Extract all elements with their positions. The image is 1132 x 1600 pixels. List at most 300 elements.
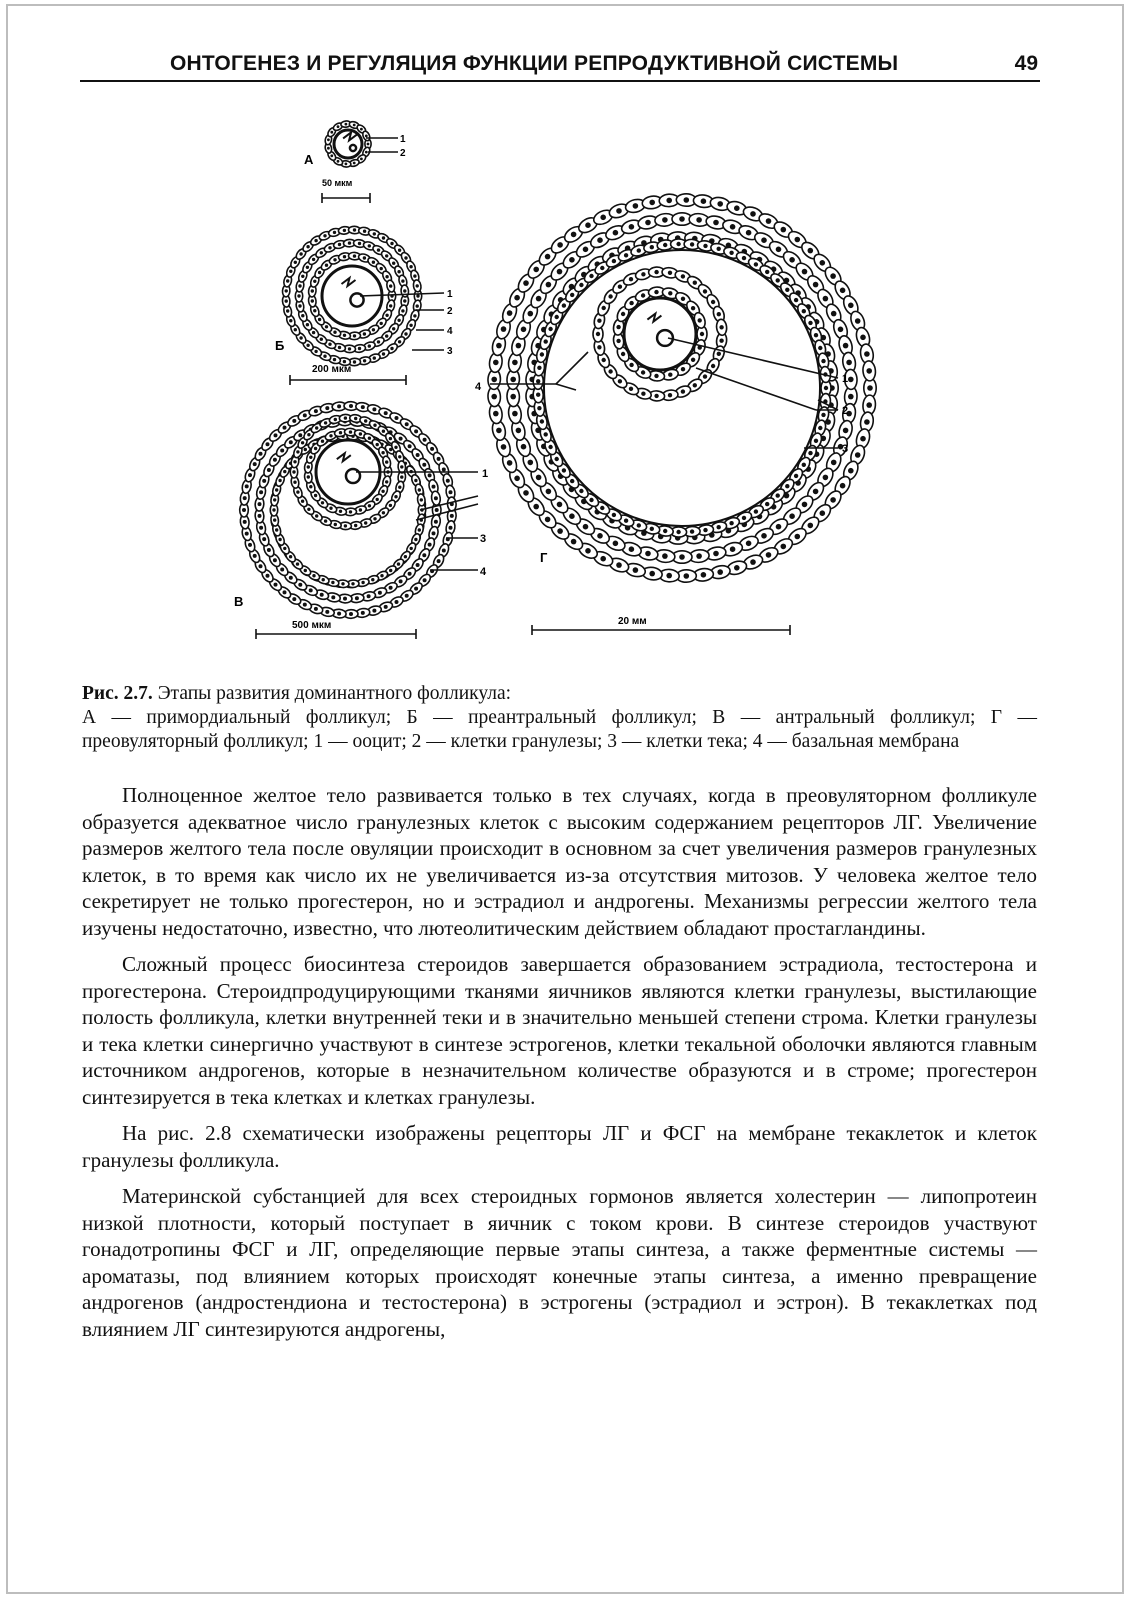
panel-b-granulosa-cell-nucleus: [363, 359, 366, 362]
panel-c-basal-cell-nucleus: [418, 528, 421, 531]
panel-c-callout-4: 4: [480, 566, 487, 578]
panel-b-granulosa-cell-nucleus: [377, 340, 380, 343]
panel-d-granulosa-cell-nucleus: [808, 451, 812, 455]
panel-d-theca-cell-nucleus: [516, 343, 522, 349]
panel-b-granulosa-cell-nucleus: [320, 251, 323, 254]
panel-d-cumulus-cell-nucleus: [654, 374, 658, 378]
panel-b-granulosa-cell-nucleus: [363, 230, 366, 233]
panel-c-cell-nucleus: [325, 406, 329, 410]
panel-b-granulosa-cell-nucleus: [368, 344, 371, 347]
panel-d-granulosa-cell-nucleus: [794, 298, 798, 302]
panel-d-granulosa-cell-nucleus: [600, 266, 604, 270]
panel-b-granulosa-cell-nucleus: [301, 275, 304, 278]
paragraph: На рис. 2.8 схематически изображены рецепторы ЛГ и ФСГ на мембране текаклеток и клеток гранулезы фолликула.: [82, 1121, 1037, 1172]
panel-c-cell-nucleus: [395, 600, 399, 604]
panel-a-granulosa-cell-nucleus: [327, 147, 330, 150]
panel-c-cumulus-cell-nucleus: [309, 485, 312, 488]
panel-b-granulosa-cell-nucleus: [311, 289, 314, 292]
panel-c-cumulus-cell-nucleus: [359, 508, 362, 511]
panel-d-theca-cell-nucleus: [533, 504, 539, 510]
panel-c-oocyte-nucleus: [346, 469, 360, 483]
panel-c-cell-nucleus: [408, 444, 412, 448]
panel-d-theca-cell-nucleus: [864, 419, 870, 425]
panel-c-cell-nucleus: [337, 404, 341, 408]
panel-c-cell-nucleus: [267, 548, 271, 552]
panel-c-cell-nucleus: [242, 508, 246, 512]
panel-c-cell-nucleus: [349, 612, 353, 616]
panel-c-cumulus-cell-nucleus: [296, 490, 299, 493]
panel-d-theca-cell-nucleus: [802, 502, 808, 508]
panel-d-granulosa-cell-nucleus: [814, 333, 818, 337]
panel-d-cumulus-cell-nucleus: [693, 383, 697, 387]
panel-c-basal-cell-nucleus: [273, 498, 276, 501]
paragraph: Сложный процесс биосинтеза стероидов завершается образованием эстрадиола, тестостерона и прогестерона. Стероидпродуцирующими тканями яичников являются клетки гранулезы, выстилающие полость фолликула, клетки внутренней теки и в значительно меньшей степени строма. Клетки гранулезы и тека клетки синергично участвуют в синтезе эстрогенов, клетки текальной оболочки являются главным источником андрогенов, которые в незначительном количестве образуются и в строме; прогестерон синтезируется в тека клетках и клетках гранулезы.: [82, 952, 1037, 1109]
panel-d-granulosa-cell-nucleus: [637, 248, 641, 252]
panel-d-theca-cell-nucleus: [860, 335, 866, 341]
panel-d-theca-cell-nucleus: [813, 282, 819, 288]
panel-d-granulosa-cell-nucleus: [570, 479, 574, 483]
panel-c-cumulus-cell-nucleus: [339, 431, 342, 434]
panel-c-cell-nucleus: [430, 447, 434, 451]
panel-c-cumulus-cell-nucleus: [381, 451, 384, 454]
panel-d-theca-cell-nucleus: [860, 436, 866, 442]
panel-d-granulosa-cell-nucleus: [754, 509, 758, 513]
panel-c-basal-cell-nucleus: [273, 518, 276, 521]
panel-b-granulosa-cell-nucleus: [372, 328, 375, 331]
panel-b-granulosa-cell-nucleus: [343, 334, 346, 337]
panel-d-theca-cell-nucleus: [633, 203, 639, 209]
panel-d-cumulus-cell-nucleus: [597, 319, 601, 323]
panel-d-theca-cell-nucleus: [820, 510, 826, 516]
panel-d-theca-cell-nucleus: [616, 562, 622, 568]
panel-c-cell-nucleus: [384, 605, 388, 609]
panel-d-theca-cell-nucleus: [843, 428, 849, 434]
panel-c-cumulus-cell-nucleus: [368, 504, 371, 507]
panel-d-cumulus-cell-nucleus: [681, 367, 685, 371]
caption-legend: А — примордиальный фолликул; Б — преантральный фолликул; В — антральный фолликул; Г — преовуляторный фолликул; 1 — ооцит; 2 — клетки гранулезы; 3 — клетки тека; 4 — базальная мембрана: [82, 707, 1037, 752]
panel-d-theca-cell-nucleus: [666, 573, 672, 579]
panel-c-cell-nucleus: [367, 594, 371, 598]
panel-d-granulosa-cell-nucleus: [814, 439, 818, 443]
panel-d-theca-cell-nucleus: [746, 230, 752, 236]
panel-b-granulosa-cell-nucleus: [416, 284, 419, 287]
panel-c-cell-nucleus: [372, 407, 376, 411]
panel-c-cell-nucleus: [395, 416, 399, 420]
panel-d-theca-cell-nucleus: [491, 394, 497, 400]
panel-d-theca-cell-nucleus: [866, 368, 872, 374]
panel-c-cumulus-cell-nucleus: [344, 524, 347, 527]
panel-c-cell-nucleus: [259, 452, 263, 456]
panel-d-granulosa-cell-nucleus: [544, 432, 548, 436]
panel-d-callout-2: 2: [842, 405, 849, 417]
panel-c-cumulus-cell-nucleus: [389, 437, 392, 440]
panel-d-cumulus-cell-nucleus: [618, 379, 622, 383]
panel-d-theca-cell-nucleus: [523, 490, 529, 496]
panel-c-cell-nucleus: [258, 514, 262, 518]
panel-b-granulosa-cell-nucleus: [348, 347, 351, 350]
caption-figure-number: Рис. 2.7.: [82, 683, 153, 704]
panel-d-theca-cell-nucleus: [701, 572, 707, 578]
panel-d-cumulus-cell-nucleus: [698, 318, 702, 322]
panel-d-theca-cell-nucleus: [613, 230, 619, 236]
panel-d-theca-cell-nucleus: [713, 220, 719, 226]
panel-b-granulosa-cell-nucleus: [373, 356, 376, 359]
panel-c-cell-nucleus: [442, 468, 446, 472]
panel-d-theca-cell-nucleus: [597, 533, 603, 539]
panel-d-granulosa-cell-nucleus: [663, 243, 667, 247]
panel-d-theca-cell-nucleus: [761, 533, 767, 539]
panel-d-cumulus-cell-nucleus: [719, 339, 723, 343]
panel-b-granulosa-cell-nucleus: [289, 319, 292, 322]
panel-c-cumulus-cell-nucleus: [292, 470, 295, 473]
panel-d-theca-cell-nucleus: [823, 475, 829, 481]
panel-c-cumulus-cell-nucleus: [368, 437, 371, 440]
panel-c-cell-nucleus: [416, 453, 420, 457]
panel-d-cumulus-cell-nucleus: [618, 285, 622, 289]
panel-c-cell-nucleus: [248, 473, 252, 477]
panel-a-granulosa-cell-nucleus: [337, 125, 340, 128]
panel-c-cell-nucleus: [273, 558, 277, 562]
panel-c-cell-nucleus: [432, 531, 436, 535]
panel-d-granulosa-cell-nucleus: [600, 506, 604, 510]
panel-d-granulosa-cell-nucleus: [589, 498, 593, 502]
panel-c-cell-nucleus: [289, 576, 293, 580]
panel-b-granulosa-cell-nucleus: [353, 228, 356, 231]
panel-b-granulosa-cell-nucleus: [325, 325, 328, 328]
panel-c-cell-nucleus: [280, 568, 284, 572]
panel-d-theca-cell-nucleus: [496, 428, 502, 434]
panel-d-granulosa-cell-nucleus: [717, 247, 721, 251]
panel-d-theca-cell-nucleus: [571, 539, 577, 545]
panel-b-granulosa-cell-nucleus: [382, 236, 385, 239]
panel-d-theca-cell-nucleus: [701, 198, 707, 204]
panel-b-granulosa-cell-nucleus: [314, 350, 317, 353]
panel-b-granulosa-cell-nucleus: [385, 254, 388, 257]
panel-c-basal-cell-nucleus: [296, 562, 299, 565]
panel-d-theca-cell-nucleus: [750, 559, 756, 565]
panel-d-granulosa-cell-nucleus: [785, 484, 789, 488]
panel-b-granulosa-cell-nucleus: [299, 336, 302, 339]
panel-d-granulosa-cell-nucleus: [765, 502, 769, 506]
panel-b-granulosa-cell-nucleus: [285, 289, 288, 292]
panel-c-cell-nucleus: [292, 597, 296, 601]
panel-c-basal-cell-nucleus: [418, 488, 421, 491]
panel-a-granulosa-cell-nucleus: [360, 158, 363, 161]
panel-c-cumulus-cell-nucleus: [334, 523, 337, 526]
panel-c-cumulus-cell-nucleus: [315, 514, 318, 517]
panel-d-granulosa-cell-nucleus: [579, 489, 583, 493]
panel-d-theca-cell-nucleus: [831, 311, 837, 317]
panel-b-granulosa-cell-nucleus: [358, 347, 361, 350]
panel-c-cell-nucleus: [437, 559, 441, 563]
panel-d-granulosa-cell-nucleus: [612, 513, 616, 517]
panel-c-cell-nucleus: [437, 457, 441, 461]
panel-c-cell-nucleus: [248, 543, 252, 547]
panel-c-cumulus-cell-nucleus: [309, 456, 312, 459]
panel-d-cumulus-cell-nucleus: [608, 369, 612, 373]
panel-d-cumulus-cell-nucleus: [608, 294, 612, 298]
panel-c-cell-nucleus: [405, 422, 409, 426]
panel-b-granulosa-cell-nucleus: [353, 360, 356, 363]
panel-c-basal-cell-nucleus: [322, 578, 325, 581]
panel-c-cumulus-cell-nucleus: [349, 430, 352, 433]
panel-d-granulosa-cell-nucleus: [729, 521, 733, 525]
panel-b-granulosa-cell-nucleus: [390, 242, 393, 245]
panel-d-theca-cell-nucleus: [533, 267, 539, 273]
panel-d-granulosa-cell-nucleus: [690, 242, 694, 246]
panel-c-cumulus-cell-nucleus: [400, 475, 403, 478]
panel-d-granulosa-cell-nucleus: [544, 339, 548, 343]
panel-c-cell-nucleus: [372, 609, 376, 613]
panel-d-theca-cell-nucleus: [830, 273, 836, 279]
panel-d-theca-cell-nucleus: [597, 237, 603, 243]
panel-d-theca-cell-nucleus: [507, 310, 513, 316]
panel-c-basal-cell-nucleus: [414, 479, 417, 482]
panel-b-granulosa-cell-nucleus: [328, 246, 331, 249]
panel-c-basal-cell-nucleus: [275, 488, 278, 491]
panel-d-theca-cell-nucleus: [848, 468, 854, 474]
panel-c-cumulus-cell-nucleus: [307, 475, 310, 478]
panel-d-granulosa-cell-nucleus: [562, 468, 566, 472]
panel-d-cumulus-cell-nucleus: [654, 394, 658, 398]
panel-b-granulosa-cell-nucleus: [299, 252, 302, 255]
panel-c-cumulus-cell-nucleus: [315, 426, 318, 429]
panel-b-granulosa-cell-nucleus: [298, 284, 301, 287]
panel-b-granulosa-cell-nucleus: [363, 332, 366, 335]
panel-c-cumulus-cell-nucleus: [376, 498, 379, 501]
panel-c-basal-cell-nucleus: [410, 547, 413, 550]
panel-b-granulosa-cell-nucleus: [333, 231, 336, 234]
panel-d-cumulus-cell-nucleus: [654, 270, 658, 274]
panel-d-granulosa-cell-nucleus: [536, 393, 540, 397]
panel-c-cell-nucleus: [245, 532, 249, 536]
panel-b-granulosa-cell-nucleus: [325, 264, 328, 267]
panel-b-granulosa-cell-nucleus: [348, 241, 351, 244]
panel-c-cell-nucleus: [435, 508, 439, 512]
panel-d-granulosa-cell-nucleus: [555, 315, 559, 319]
panel-d-theca-cell-nucleus: [557, 269, 563, 275]
panel-c-cumulus-cell-nucleus: [394, 446, 397, 449]
panel-d-cumulus-cell-nucleus: [616, 325, 620, 329]
panel-b-granulosa-cell-nucleus: [401, 309, 404, 312]
panel-d-theca-cell-nucleus: [713, 551, 719, 557]
panel-d-granulosa-cell-nucleus: [703, 528, 707, 532]
panel-d-theca-cell-nucleus: [838, 327, 844, 333]
panel-b-granulosa-cell-nucleus: [385, 275, 388, 278]
panel-b-callout-2: 2: [447, 306, 453, 317]
panel-d-theca-cell-nucleus: [521, 444, 527, 450]
panel-b-granulosa-cell-nucleus: [416, 304, 419, 307]
body-text: [82, 782, 1037, 1352]
panel-d-cumulus-cell-nucleus: [681, 274, 685, 278]
panel-d-theca-cell-nucleus: [583, 247, 589, 253]
panel-c-cell-nucleus: [243, 520, 247, 524]
panel-d-granulosa-cell-nucleus: [717, 525, 721, 529]
panel-b-granulosa-cell-nucleus: [306, 245, 309, 248]
panel-c-cell-nucleus: [449, 490, 453, 494]
panel-c-basal-cell-nucleus: [283, 547, 286, 550]
panel-c-cell-nucleus: [298, 433, 302, 437]
panel-d-theca-cell-nucleus: [866, 402, 872, 408]
panel-c-cumulus-cell-nucleus: [398, 486, 401, 489]
panel-c-cell-nucleus: [428, 543, 432, 547]
panel-b-granulosa-cell-nucleus: [372, 261, 375, 264]
panel-a-oocyte-nucleus: [350, 145, 356, 151]
panel-c-cumulus-cell-nucleus: [307, 508, 310, 511]
panel-d-callout-3: 3: [842, 443, 849, 455]
panel-d-theca-cell-nucleus: [831, 460, 837, 466]
panel-c-cell-nucleus: [450, 514, 454, 518]
panel-d-theca-cell-nucleus: [629, 224, 635, 230]
panel-b-granulosa-cell-nucleus: [392, 327, 395, 330]
panel-b-granulosa-cell-nucleus: [389, 284, 392, 287]
panel-c-cell-nucleus: [343, 597, 347, 601]
panel-d-cumulus-cell-nucleus: [629, 363, 633, 367]
panel-c-cell-nucleus: [349, 404, 353, 408]
panel-d-granulosa-cell-nucleus: [824, 386, 828, 390]
panel-a-granulosa-cell-nucleus: [327, 138, 330, 141]
panel-d-theca-cell-nucleus: [795, 237, 801, 243]
panel-c-basal-cell-nucleus: [404, 555, 407, 558]
panel-d-theca-cell-nucleus: [514, 476, 520, 482]
panel-a-granulosa-cell-nucleus: [330, 154, 333, 157]
panel-c-cumulus-cell-nucleus: [349, 510, 352, 513]
panel-c-cell-nucleus: [428, 473, 432, 477]
panel-c-cell-nucleus: [266, 574, 270, 578]
panel-c-basal-cell-nucleus: [389, 569, 392, 572]
panel-d-granulosa-cell-nucleus: [802, 309, 806, 313]
panel-d-theca-cell-nucleus: [864, 351, 870, 357]
panel-c-callout-1: 1: [482, 468, 489, 480]
panel-b-granulosa-cell-nucleus: [333, 331, 336, 334]
panel-c-cell-nucleus: [280, 449, 284, 453]
panel-d-theca-cell-nucleus: [585, 548, 591, 554]
panel-c-cell-nucleus: [399, 437, 403, 441]
panel-d-theca-cell-nucleus: [510, 377, 516, 383]
panel-d-theca-cell-nucleus: [662, 217, 668, 223]
panel-d-theca-cell-nucleus: [493, 360, 499, 366]
panel-d-cumulus-cell-nucleus: [602, 306, 606, 310]
panel-d-theca-cell-nucleus: [679, 216, 685, 222]
panel-d-theca-cell-nucleus: [662, 553, 668, 559]
panel-d-theca-cell-nucleus: [512, 411, 518, 417]
panel-d-theca-cell-nucleus: [600, 215, 606, 221]
panel-a-granulosa-cell-nucleus: [330, 131, 333, 134]
page-number: 49: [1014, 52, 1038, 75]
panel-c-cumulus-cell-nucleus: [324, 519, 327, 522]
panel-b-granulosa-cell-nucleus: [297, 294, 300, 297]
panel-d-theca-cell-nucleus: [633, 567, 639, 573]
panel-d-granulosa-cell-nucleus: [729, 251, 733, 255]
panel-d-granulosa-cell-nucleus: [742, 516, 746, 520]
panel-c-cumulus-cell-nucleus: [359, 432, 362, 435]
panel-c-cell-nucleus: [245, 484, 249, 488]
panel-d-theca-cell-nucleus: [820, 260, 826, 266]
panel-d-theca-cell-nucleus: [840, 483, 846, 489]
panel-c-basal-cell-nucleus: [272, 508, 275, 511]
panel-c-cumulus-cell-nucleus: [354, 417, 357, 420]
panel-c-cumulus-cell-nucleus: [381, 490, 384, 493]
panel-d-theca-cell-nucleus: [516, 428, 522, 434]
panel-c-cumulus-cell-nucleus: [344, 416, 347, 419]
panel-d-granulosa-cell-nucleus: [818, 346, 822, 350]
panel-c-cell-nucleus: [292, 419, 296, 423]
panel-c-cell-nucleus: [361, 611, 365, 615]
panel-c-cumulus-cell-nucleus: [314, 447, 317, 450]
panel-d-cumulus-cell-nucleus: [616, 339, 620, 343]
panel-d-granulosa-cell-nucleus: [785, 288, 789, 292]
panel-b-granulosa-cell-nucleus: [318, 271, 321, 274]
panel-b-granulosa-cell-nucleus: [409, 265, 412, 268]
panel-d-theca-cell-nucleus: [528, 311, 534, 317]
panel-b-granulosa-cell-nucleus: [312, 331, 315, 334]
panel-d-cumulus-cell-nucleus: [641, 272, 645, 276]
panel-d-granulosa-cell-nucleus: [579, 283, 583, 287]
panel-c-basal-cell-nucleus: [371, 578, 374, 581]
panel-d-cumulus-cell-nucleus: [703, 374, 707, 378]
panel-c-cumulus-cell-nucleus: [364, 521, 367, 524]
panel-c-cell-nucleus: [258, 502, 262, 506]
panel-c-cumulus-cell-nucleus: [385, 480, 388, 483]
panel-d-cumulus-cell-nucleus: [681, 389, 685, 393]
panel-d-granulosa-cell-nucleus: [663, 529, 667, 533]
panel-d-cumulus-cell-nucleus: [597, 345, 601, 349]
panel-d-granulosa-cell-nucleus: [555, 457, 559, 461]
panel-d-theca-cell-nucleus: [808, 523, 814, 529]
panel-b-granulosa-cell-nucleus: [382, 352, 385, 355]
figure-follicle-stages: [220, 100, 900, 670]
panel-c-cell-nucleus: [253, 462, 257, 466]
panel-c-cumulus-cell-nucleus: [293, 460, 296, 463]
panel-c-letter: В: [234, 594, 244, 609]
panel-b-granulosa-cell-nucleus: [306, 323, 309, 326]
panel-c-cell-nucleus: [414, 429, 418, 433]
panel-b-granulosa-cell-nucleus: [306, 344, 309, 347]
panel-d-theca-cell-nucleus: [684, 197, 690, 203]
panel-b-granulosa-cell-nucleus: [363, 256, 366, 259]
panel-d-theca-cell-nucleus: [795, 534, 801, 540]
panel-d-theca-cell-nucleus: [867, 385, 873, 391]
panel-b-callout-1: 1: [447, 289, 453, 300]
panel-b-granulosa-cell-nucleus: [403, 299, 406, 302]
panel-d-granulosa-cell-nucleus: [624, 519, 628, 523]
panel-b-granulosa-cell-nucleus: [353, 334, 356, 337]
panel-c-basal-cell-nucleus: [278, 538, 281, 541]
panel-b-granulosa-cell-nucleus: [328, 343, 331, 346]
panel-c-cell-nucleus: [267, 468, 271, 472]
panel-b-granulosa-cell-nucleus: [285, 299, 288, 302]
panel-d-granulosa-cell-nucleus: [703, 244, 707, 248]
panel-d-cumulus-cell-nucleus: [703, 289, 707, 293]
panel-c-cumulus-cell-nucleus: [376, 443, 379, 446]
panel-c-cell-nucleus: [266, 442, 270, 446]
panel-c-cell-nucleus: [378, 591, 382, 595]
panel-d-theca-cell-nucleus: [761, 237, 767, 243]
panel-d-granulosa-cell-nucleus: [742, 256, 746, 260]
panel-d-theca-cell-nucleus: [808, 248, 814, 254]
panel-c-cell-nucleus: [446, 479, 450, 483]
panel-c-cell-nucleus: [283, 590, 287, 594]
panel-c-cumulus-cell-nucleus: [385, 460, 388, 463]
panel-c-cell-nucleus: [414, 587, 418, 591]
panel-d-granulosa-cell-nucleus: [537, 366, 541, 370]
paragraph: Полноценное желтое тело развивается только в тех случаях, когда в преовуляторном фолликуле образуется адекватное число гранулезных клеток с высоким содержанием рецепторов ЛГ. Увеличение размеров желтого тела после овуляции происходит в основном за счет увеличения размеров гранулезных клеток, в то время как число их не увеличивается из-за отсутствия митозов. У человека желтое тело секретирует не только прогестерон, но и эстрадиол и андрогены. Механизмы регрессии желтого тела изучены недостаточно, известно, что лютеолитическим действием обладают простагландины.: [82, 783, 1037, 940]
panel-c-basal-cell-nucleus: [289, 555, 292, 558]
panel-c-cumulus-cell-nucleus: [329, 507, 332, 510]
panel-c-cumulus-cell-nucleus: [398, 455, 401, 458]
caption-heading: [82, 682, 1037, 706]
panel-d-theca-cell-nucleus: [536, 296, 542, 302]
